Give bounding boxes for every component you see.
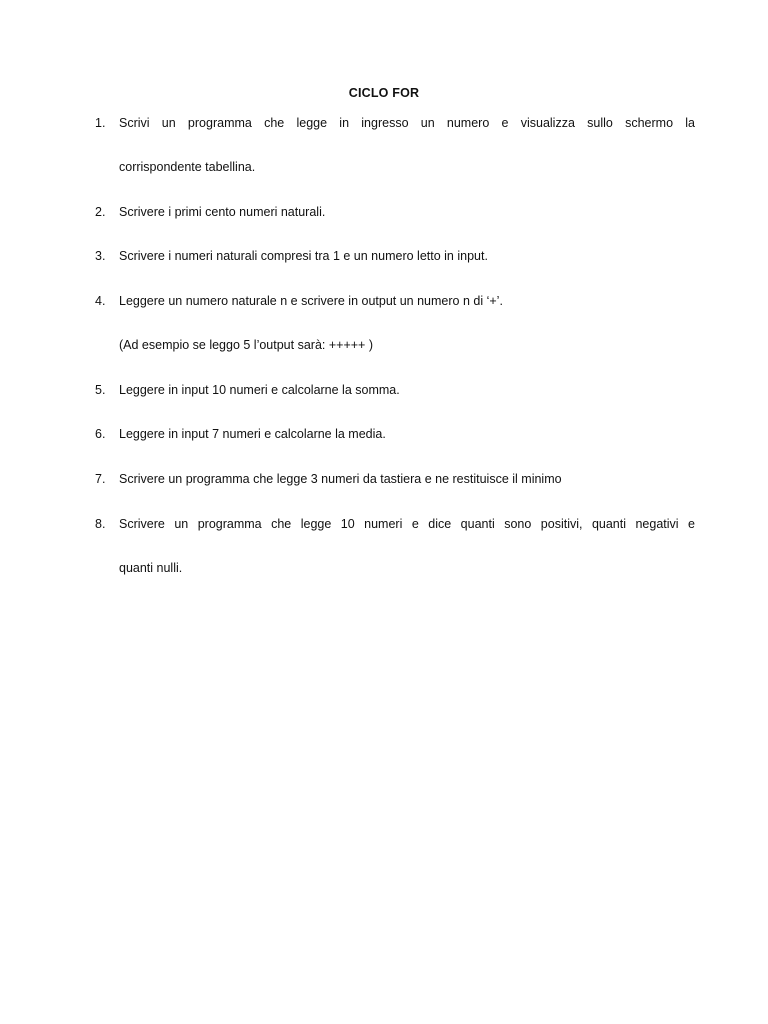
exercise-text-line: quanti nulli.: [119, 561, 183, 575]
exercise-text-line: Scrivere i primi cento numeri naturali.: [119, 205, 326, 219]
exercise-number: 6.: [95, 427, 106, 441]
exercise-text-line: Leggere in input 7 numeri e calcolarne la media.: [119, 427, 386, 441]
document-title: CICLO FOR: [348, 86, 420, 100]
exercise-text-line: Scrivi un programma che legge in ingresso un numero e visualizza sullo schermo la: [119, 116, 695, 130]
exercise-number: 1.: [95, 116, 106, 130]
exercise-text-line: Scrivere un programma che legge 3 numeri da tastiera e ne restituisce il minimo: [119, 472, 562, 486]
exercise-example-line: (Ad esempio se leggo 5 l’output sarà: +++++ ): [119, 338, 373, 352]
exercise-number: 5.: [95, 383, 106, 397]
exercise-number: 7.: [95, 472, 106, 486]
exercise-text-line: Leggere in input 10 numeri e calcolarne la somma.: [119, 383, 400, 397]
exercise-text-line: corrispondente tabellina.: [119, 160, 256, 174]
exercise-text-line: Scrivere un programma che legge 10 numeri e dice quanti sono positivi, quanti negativi e: [119, 517, 695, 531]
exercise-text-line: Leggere un numero naturale n e scrivere in output un numero n di ‘+’.: [119, 294, 503, 308]
exercise-number: 4.: [95, 294, 106, 308]
exercise-number: 2.: [95, 205, 106, 219]
exercise-number: 8.: [95, 517, 106, 531]
exercise-number: 3.: [95, 249, 106, 263]
exercise-text-line: Scrivere i numeri naturali compresi tra 1 e un numero letto in input.: [119, 249, 488, 263]
